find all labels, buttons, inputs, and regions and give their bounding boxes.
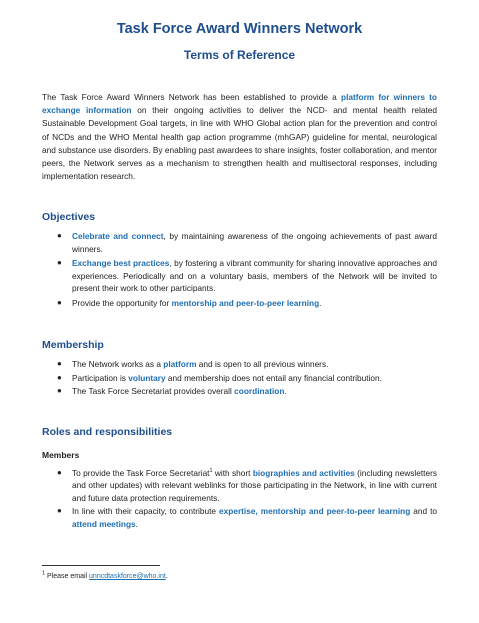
objectives-list [42,230,437,309]
bullet-icon: ● [57,297,62,307]
document-subtitle: Terms of Reference [183,48,296,62]
roles-list [42,467,437,531]
role-middle: with short [212,467,253,478]
membership-list [42,358,437,398]
intro-highlight: platform for winners to exchange information [42,92,437,116]
bullet-icon: ● [57,372,62,382]
footnote-marker: 1 [209,468,213,475]
intro-text-1: The Task Force Award Winners Network has been established to provide a [42,92,341,102]
membership-prefix: Participation is [72,372,129,383]
footnote [42,572,168,582]
objective-suffix: . [319,297,322,308]
role-suffix: . [135,518,138,529]
list-item [57,358,437,371]
membership-prefix: The Task Force Secretariat provides overall [72,386,235,397]
objectives-heading: Objectives [42,211,96,224]
role-highlight: expertise, mentorship and peer-to-peer learning [219,506,411,517]
intro-text-2: on their ongoing activities to deliver the NCD- and mental health related Sustainable Development Goal targets, in line with WHO Global action plan for the prevention and control of NCDs and the WHO Mental health gap action programme (mhGAP) guideline for mental, neurological and substance use disorders. By enabling past awardees to share insights, foster collaboration, and mentor peers, the Network serves as a mechanism to strengthen health and multisectoral responses, including implementation research. [42,105,437,182]
bullet-icon: ● [57,231,62,241]
bullet-icon: ● [57,359,62,369]
role-highlight: biographies and activities [252,467,355,478]
list-item [57,372,437,385]
objective-text: , by fostering a vibrant community for sharing innovative approaches and experiences. Periodically and on a voluntary basis, members of the Network will be invited to present their work to other participants. [72,258,437,294]
list-item [57,385,437,398]
intro-paragraph [42,91,437,183]
list-item [57,467,437,505]
members-subheading: Members [42,449,80,460]
objective-highlight: mentorship and peer-to-peer learning [171,297,320,308]
membership-highlight: platform [163,359,197,370]
document-title: Task Force Award Winners Network [116,21,363,37]
membership-prefix: The Network works as a [72,359,164,370]
role-middle: and to [410,506,437,517]
footnote-number: 1 [42,570,46,577]
footnote-text: Please email [45,573,90,580]
role-highlight-2: attend meetings [72,518,136,529]
membership-highlight: voluntary [128,372,166,383]
objective-highlight: Celebrate and connect [72,231,164,242]
membership-suffix: . [284,386,287,397]
list-item [57,505,437,530]
bullet-icon: ● [57,258,62,268]
footnote-divider [42,565,160,566]
list-item [57,297,437,310]
objective-text: , by maintaining awareness of the ongoing achievements of past award winners. [72,231,437,254]
footnote-end: . [165,573,168,580]
membership-suffix: and membership does not entail any financial contribution. [165,372,382,383]
membership-suffix: and is open to all previous winners. [196,359,329,370]
email-link[interactable]: unncdtaskforce@who.int [89,573,166,580]
membership-heading: Membership [42,339,104,352]
list-item [57,257,437,295]
bullet-icon: ● [57,467,62,477]
bullet-icon: ● [57,386,62,396]
list-item [57,230,437,255]
role-prefix: In line with their capacity, to contribute [72,506,220,517]
role-prefix: To provide the Task Force Secretariat [72,467,210,478]
objective-highlight: Exchange best practices [72,258,170,269]
bullet-icon: ● [57,506,62,516]
roles-heading: Roles and responsibilities [42,425,173,438]
role-suffix: (including newsletters and other updates) with relevant weblinks for those participating in the Network, in line with current and future data protection requirements. [72,467,437,503]
objective-prefix: Provide the opportunity for [72,297,172,308]
membership-highlight: coordination [234,386,285,397]
